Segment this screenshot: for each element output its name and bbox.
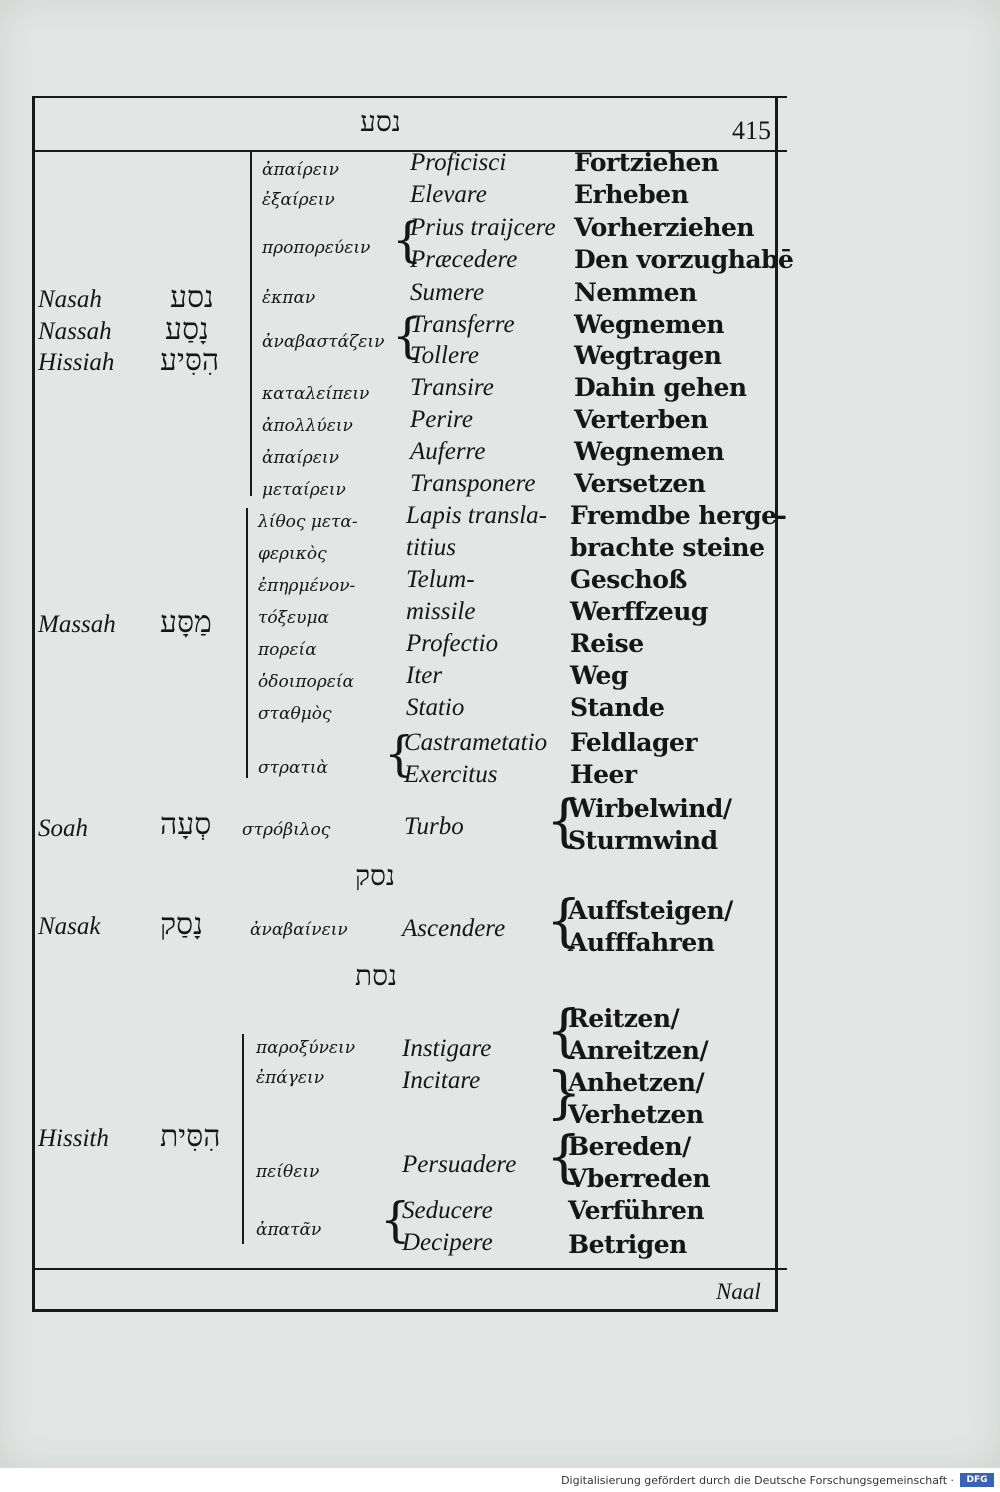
greek-9: μεταίρειν	[262, 480, 346, 500]
german-massah-9: Heer	[570, 760, 637, 789]
latin-9: Perire	[410, 406, 473, 433]
latin-massah-5: Profectio	[406, 630, 499, 657]
latin-massah-7: Statio	[406, 694, 465, 721]
latin-massah-9: Exercitus	[404, 761, 498, 788]
translit-massah: Massah	[38, 611, 116, 638]
greek-1: ἀπαίρειν	[262, 160, 339, 180]
latin-soah: Turbo	[404, 813, 464, 840]
top-rule	[32, 96, 787, 98]
german-brace-nasak: {	[546, 889, 582, 954]
hebrew-nasak: נָסַק	[160, 907, 203, 942]
translit-soah: Soah	[38, 815, 88, 842]
latin-3: Prius traijcere	[410, 214, 556, 241]
latin-massah-4: missile	[406, 598, 476, 625]
latin-5: Sumere	[410, 279, 485, 306]
latin-massah-2: titius	[406, 534, 457, 561]
translit-nasak: Nasak	[38, 913, 101, 940]
latin-2: Elevare	[410, 181, 487, 208]
latin-brace-3: {	[384, 726, 415, 782]
greek-hissith-3: πείθειν	[256, 1162, 320, 1182]
greek-4: ἐκπαν	[262, 288, 316, 308]
german-hissith-4: Verhetzen	[568, 1100, 704, 1129]
greek-soah: στρόβιλος	[242, 820, 331, 840]
subhead-hissith: נסת	[355, 959, 398, 992]
greek-5: ἀναβαστάζειν	[262, 332, 385, 352]
greek-hissith-4: ἀπατᾶν	[256, 1220, 322, 1240]
bottom-rule	[32, 1268, 787, 1270]
latin-4: Præcedere	[410, 246, 518, 273]
german-massah-4: Werffzeug	[570, 597, 708, 626]
german-11: Versetzen	[574, 469, 706, 498]
german-3: Vorherziehen	[574, 213, 755, 242]
latin-hissith-5: Decipere	[402, 1229, 493, 1256]
latin-1: Proficisci	[410, 149, 507, 176]
german-brace-hissith-2: }	[546, 1061, 582, 1126]
greek-massah-2: φερικὸς	[258, 544, 327, 564]
translit-hissiah: Hissiah	[38, 349, 115, 376]
greek-hissith-1: παροξύνειν	[256, 1038, 356, 1058]
latin-massah-6: Iter	[406, 662, 443, 689]
german-8: Dahin gehen	[574, 373, 747, 402]
german-2: Erheben	[574, 180, 689, 209]
page-number: 415	[732, 116, 771, 145]
german-hissith-8: Betrigen	[568, 1230, 687, 1259]
german-9: Verterben	[574, 405, 708, 434]
german-hissith-3: Anhetzen/	[568, 1068, 705, 1097]
latin-brace-1: {	[392, 212, 423, 268]
running-head-hebrew: נסע	[360, 105, 401, 138]
german-nasak-1: Auffsteigen/	[568, 896, 733, 925]
greek-6: καταλείπειν	[262, 384, 370, 404]
brace-group-nasah	[250, 152, 252, 496]
latin-7: Tollere	[410, 342, 479, 369]
german-massah-1: Fremdbe herge-	[570, 501, 787, 530]
greek-massah-1: λίθος μετα-	[258, 512, 358, 532]
hebrew-soah: סְעָה	[160, 807, 212, 842]
hebrew-hissith: הִסִּית	[160, 1119, 221, 1154]
german-hissith-6: Vberreden	[568, 1164, 711, 1193]
greek-massah-6: ὁδοιπορεία	[258, 672, 355, 692]
german-hissith-5: Bereden/	[568, 1132, 691, 1161]
hebrew-nassah: נָסַע	[165, 312, 209, 347]
latin-8: Transire	[410, 374, 494, 401]
german-6: Wegnemen	[574, 310, 725, 339]
brace-group-massah	[246, 508, 248, 778]
brace-group-hissith	[242, 1034, 244, 1244]
german-1: Fortziehen	[574, 148, 719, 177]
latin-hissith-4: Seducere	[402, 1197, 493, 1224]
latin-11: Transponere	[410, 470, 536, 497]
greek-2: ἐξαίρειν	[262, 190, 335, 210]
greek-8: ἀπαίρειν	[262, 448, 339, 468]
greek-massah-5: πορεία	[258, 640, 317, 660]
greek-nasak: ἀναβαίνειν	[250, 920, 348, 940]
dfg-logo[interactable]: DFG	[960, 1473, 994, 1487]
latin-hissith-1: Instigare	[402, 1035, 492, 1062]
latin-brace-hissith: {	[380, 1192, 411, 1248]
latin-massah-8: Castrametatio	[404, 729, 548, 756]
greek-massah-3: ἐπηρμένον-	[258, 576, 356, 596]
german-massah-5: Reise	[570, 629, 644, 658]
latin-hissith-2: Incitare	[402, 1067, 481, 1094]
latin-massah-3: Telum-	[406, 566, 475, 593]
german-7: Wegtragen	[574, 341, 722, 370]
greek-massah-4: τόξευμα	[258, 608, 329, 628]
translit-hissith: Hissith	[38, 1125, 109, 1152]
german-soah-1: Wirbelwind/	[568, 794, 732, 823]
latin-10: Auferre	[410, 438, 486, 465]
latin-massah-1: Lapis transla-	[406, 502, 548, 529]
german-massah-6: Weg	[570, 661, 628, 690]
german-hissith-2: Anreitzen/	[568, 1036, 709, 1065]
latin-6: Transferre	[410, 311, 515, 338]
german-brace-hissith-3: {	[546, 1125, 582, 1190]
german-nasak-2: Aufffahren	[568, 928, 715, 957]
german-5: Nemmen	[574, 278, 697, 307]
german-massah-8: Feldlager	[570, 728, 698, 757]
german-massah-3: Geschoß	[570, 565, 687, 594]
greek-hissith-2: ἐπάγειν	[256, 1068, 325, 1088]
german-hissith-7: Verführen	[568, 1196, 705, 1225]
footer-bar	[0, 1468, 1000, 1492]
greek-massah-7: σταθμὸς	[258, 704, 332, 724]
german-4: Den vorzughabē	[574, 245, 794, 274]
greek-3: προπορεύειν	[262, 238, 371, 258]
german-massah-2: brachte steine	[570, 533, 765, 562]
hebrew-nasah: נסע	[170, 280, 214, 315]
translit-nassah: Nassah	[38, 318, 112, 345]
translit-nasah: Nasah	[38, 286, 102, 313]
greek-7: ἀπολλύειν	[262, 416, 353, 436]
subhead-nasak: נסק	[355, 859, 396, 892]
german-soah-2: Sturmwind	[568, 826, 718, 855]
latin-nasak: Ascendere	[402, 915, 506, 942]
greek-massah-8: στρατιὰ	[258, 758, 329, 778]
hebrew-massah: מַסָּע	[160, 605, 212, 640]
german-hissith-1: Reitzen/	[568, 1004, 680, 1033]
german-10: Wegnemen	[574, 437, 725, 466]
german-brace-hissith-1: {	[546, 999, 582, 1064]
german-brace-soah: {	[546, 789, 582, 854]
footer-credit: Digitalisierung gefördert durch die Deutsche Forschungsgemeinschaft ·	[561, 1474, 954, 1487]
latin-brace-2: {	[392, 308, 423, 364]
hebrew-hissiah: הִסִּיע	[160, 343, 220, 378]
german-massah-7: Stande	[570, 693, 665, 722]
catchword: Naal	[716, 1279, 761, 1304]
latin-hissith-3: Persuadere	[402, 1151, 517, 1178]
